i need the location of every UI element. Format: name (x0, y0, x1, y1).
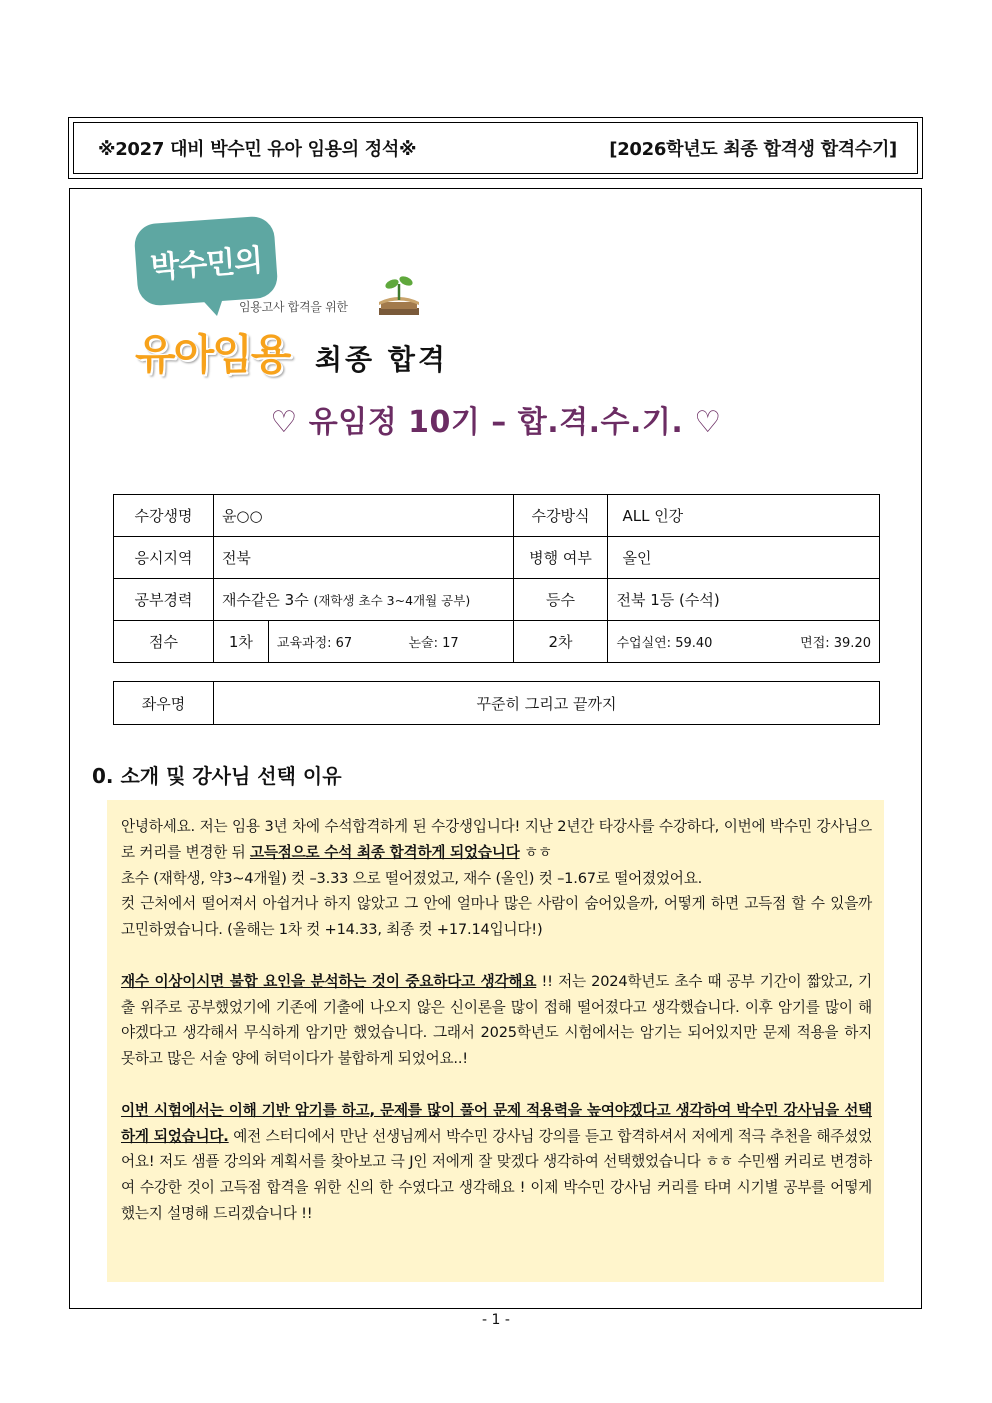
first-round-scores (268, 621, 513, 663)
essay-score: 논술: 17 (408, 636, 459, 651)
text-run: !! 저는 2024학년도 초수 때 공부 기간이 짧았고, 기출 위주로 공부했었기에 기존에 기출에 나오지 않은 신이론을 많이 접해 떨어졌다고 생각했습니다. 이후 암기를 많이 해야겠다고 생각해서 무식하게 암기만 했었습니다. 그래서 2025학년도 시험에서는 암기는 되어있지만 문제 적용을 하지 못하고 많은 서술 양에 허덕이다가 불합하게 되었어요..! (121, 972, 873, 1068)
page-number: - 1 - (482, 1312, 510, 1328)
text-run: 예전 스터디에서 만난 선생님께서 박수민 강사님 강의를 듣고 합격하셔서 저에게 적극 추천을 해주셨었어요! 저도 샘플 강의와 계획서를 찾아보고 극 J인 저에게 잘 맞겠다 생각하여 선택했었습니다 ㅎㅎ 수민쌤 커리로 변경하여 수강한 것이 고득점 합격을 위한 신의 한 수였다고 생각해요 ! 이제 박수민 강사님 커리를 타며 시기별 공부를 어떻게 했는지 설명해 드리겠습니다 !! (121, 1127, 872, 1222)
motto-table (113, 681, 880, 725)
subtitle: ♡ 유임정 10기 – 합.격.수.기. ♡ (270, 405, 722, 440)
header-box (68, 117, 923, 179)
career-note: (재학생 초수 3~4개월 공부) (313, 593, 471, 608)
parallel-value: 올인 (608, 537, 880, 579)
logo-speech-bubble: 박수민의 (133, 215, 278, 307)
header-right-title: [2026학년도 최종 합격생 합격수기] (609, 139, 897, 160)
rank-value: 전북 1등 (수석) (608, 579, 880, 621)
underlined-text: 재수 이상이시면 불합 요인을 분석하는 것이 중요하다고 생각해요 (121, 972, 537, 990)
paragraph: 컷 근처에서 떨어져서 아쉽거나 하지 않았고 그 안에 얼마나 많은 사람이 숨어있을까, 어떻게 하면 고득점 할 수 있을까 고민하였습니다. (올해는 1차 컷 +14.33, 최종 컷 +17.14입니다!) (121, 895, 872, 939)
student-info-table (113, 494, 880, 663)
motto-value: 꾸준히 그리고 끝까지 (214, 682, 880, 725)
table-row (114, 495, 880, 537)
book-sprout-icon (373, 272, 425, 324)
first-round-label: 1차 (213, 621, 268, 663)
text-run: ㅎㅎ (519, 843, 552, 861)
logo-tagline: 임용고사 합격을 위한 (239, 300, 348, 314)
parallel-label: 병행 여부 (513, 537, 608, 579)
score-label: 점수 (114, 621, 214, 663)
method-value: ALL 인강 (608, 495, 880, 537)
career-cell (213, 579, 513, 621)
second-round-label: 2차 (513, 621, 608, 663)
career-value: 재수같은 3수 (221, 591, 309, 609)
section-title: 0. 소개 및 강사님 선택 이유 (92, 764, 342, 788)
method-label: 수강방식 (513, 495, 608, 537)
paragraph: 초수 (재학생, 약3~4개월) 컷 –3.33 으로 떨어졌었고, 재수 (올인) 컷 –1.67로 떨어졌었어요. (121, 869, 703, 887)
underlined-text: 고득점으로 수석 최종 합격하게 되었습니다 (249, 843, 520, 861)
logo-main-text: 유아임용 (135, 330, 290, 379)
final-pass-title: 최종 합격 (315, 343, 448, 376)
paragraph (121, 1098, 872, 1227)
interview-score: 면접: 39.20 (800, 636, 871, 651)
paragraph (121, 814, 872, 866)
content-box (107, 800, 884, 1282)
demo-score: 수업실연: 59.40 (616, 636, 713, 651)
table-row (114, 537, 880, 579)
table-row (114, 621, 880, 663)
student-label: 수강생명 (114, 495, 214, 537)
student-value: 윤○○ (213, 495, 513, 537)
paragraph (121, 969, 872, 1072)
curriculum-score: 교육과정: 67 (276, 636, 353, 651)
logo-bubble-tail (195, 292, 225, 316)
table-row (114, 579, 880, 621)
rank-label: 등수 (513, 579, 608, 621)
header-inner (73, 122, 918, 174)
table-row (114, 682, 880, 725)
text-run: 안녕하세요. 저는 임용 3년 차에 수석합격하게 된 수강생입니다! 지난 2년간 타강사를 수강하다, 이번에 박수민 강사님으로 커리를 변경한 뒤 (121, 818, 872, 861)
header-left-title: ※2027 대비 박수민 유아 임용의 정석※ (98, 139, 417, 160)
second-round-scores (608, 621, 880, 663)
career-label: 공부경력 (114, 579, 214, 621)
region-value: 전북 (213, 537, 513, 579)
region-label: 응시지역 (114, 537, 214, 579)
underlined-text: 이번 시험에서는 이해 기반 암기를 하고, 문제를 많이 풀어 문제 적용력을 높여야겠다고 생각하여 박수민 강사님을 선택하게 되었습니다. (121, 1101, 872, 1145)
motto-label: 좌우명 (114, 682, 214, 725)
